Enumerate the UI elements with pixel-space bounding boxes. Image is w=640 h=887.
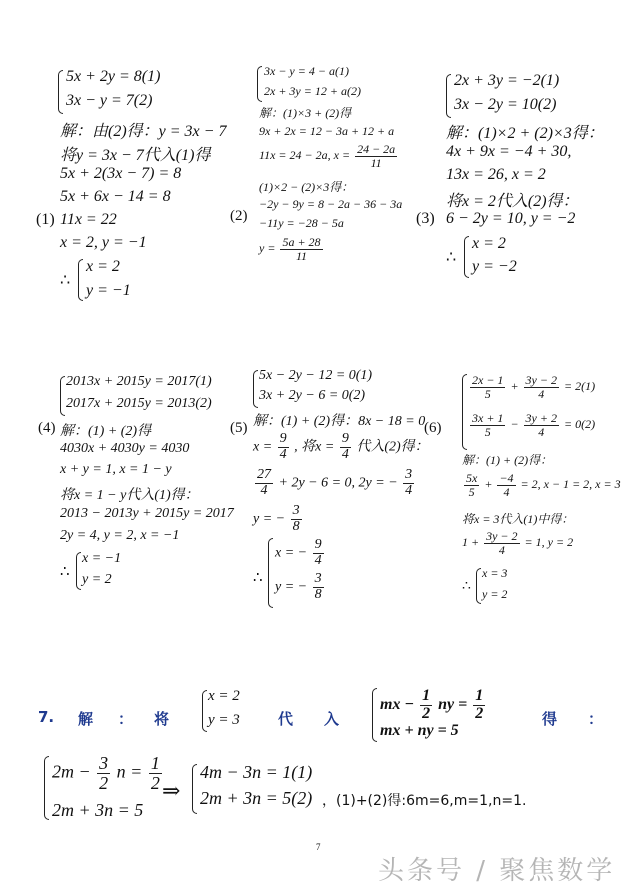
problem-label: (6) [424, 420, 442, 436]
answer-brace [476, 568, 481, 604]
step-text: 11x = 24 − 2a, x = [259, 147, 351, 162]
answer-brace [464, 236, 469, 278]
fraction [484, 530, 519, 556]
word-ru: 入 [324, 710, 340, 728]
numerator: 2x − 1 [472, 373, 504, 387]
step-text: = 2(1) [563, 378, 596, 393]
denominator: 4 [538, 424, 545, 439]
word-dai: 代 [278, 710, 294, 728]
equation-line: 3x − y = 4 − a(1) [264, 64, 349, 78]
denominator: 4 [279, 446, 287, 462]
step-text: = 1, y = 2 [524, 534, 574, 549]
equation-line: 2x + 3y = −2(1) [454, 72, 560, 89]
step-text: 2m − [52, 761, 91, 782]
therefore-symbol: ∴ [60, 564, 70, 580]
numerator: 1 [475, 687, 484, 704]
denominator: 2 [475, 704, 484, 722]
numerator: 5x [466, 471, 478, 485]
equation-line: 4m − 3n = 1(1) [200, 762, 313, 782]
numerator: 3 [99, 753, 109, 773]
denominator: 4 [314, 552, 322, 568]
solution-step: 6 − 2y = 10, y = −2 [446, 210, 576, 227]
solution-step: 解：(1)×3 + (2)得 [259, 106, 352, 120]
numerator: 3y − 2 [525, 373, 557, 387]
numerator: 9 [279, 431, 287, 446]
step-text: + 2y − 6 = 0, 2y = − [278, 475, 398, 491]
fraction [291, 504, 302, 534]
system-brace [253, 370, 258, 408]
equation-line [468, 412, 595, 438]
answer-brace [268, 538, 273, 608]
denominator: 5 [468, 484, 475, 499]
numerator: 3x + 1 [472, 411, 504, 425]
solution-step [259, 143, 399, 169]
solution-step: (1)×2 − (2)×3得： [259, 180, 354, 194]
step-text: n = [116, 761, 143, 782]
fraction [473, 688, 485, 723]
equation-line: 2m + 3n = 5(2) [200, 788, 313, 808]
step-text: ny = [438, 695, 468, 713]
problem-label: (4) [38, 420, 56, 436]
step-text: y = − [275, 579, 308, 595]
solution-step: 解：(1) + (2)得： [462, 453, 553, 467]
solution-step: 4x + 9x = −4 + 30, [446, 143, 572, 160]
numerator: 1 [422, 687, 431, 704]
equation-line: 3x + 2y − 6 = 0(2) [259, 388, 366, 403]
solution-step: 13x = 26, x = 2 [446, 166, 546, 183]
numerator: 9 [341, 431, 349, 446]
substitution-brace [202, 690, 207, 732]
solution-step: 4030x + 4030y = 4030 [60, 441, 190, 456]
numerator: 9 [314, 537, 322, 552]
fraction [340, 432, 351, 462]
system-brace [192, 764, 197, 814]
numerator: 27 [257, 467, 271, 482]
solution-step: 5x + 2(3x − 7) = 8 [60, 165, 182, 182]
word-jiang: 将 [154, 710, 170, 728]
numerator: −4 [499, 471, 514, 485]
denominator: 2 [99, 772, 109, 793]
answer-line: y = 2 [482, 587, 508, 601]
solution-step: 将x = 2代入(2)得： [446, 193, 579, 210]
solution-step: 解：(1) + (2)得 [60, 424, 152, 439]
watermark: 头条号 / 聚焦数学 [378, 856, 616, 886]
system-brace [257, 66, 262, 102]
denominator: 5 [484, 386, 491, 401]
equation-line: mx + ny = 5 [380, 722, 459, 739]
problem-label: (1) [36, 211, 55, 228]
denominator: 4 [538, 386, 545, 401]
solution-step: 11x = 22 [60, 211, 117, 228]
solution-step: 解：由(2)得：y = 3x − 7 [60, 123, 227, 140]
operator: + [510, 378, 519, 393]
numerator: 3 [314, 571, 322, 586]
fraction [313, 572, 324, 602]
therefore-symbol: ∴ [462, 579, 471, 594]
numerator: 24 − 2a [357, 142, 396, 156]
problem-label: (3) [416, 210, 435, 227]
step-text: 1 + [462, 534, 480, 549]
problem-label: (2) [230, 208, 248, 224]
final-answer-text: ，(1)+(2)得:6m=6,m=1,n=1. [322, 793, 527, 809]
solution-step: 2013 − 2013y + 2015y = 2017 [60, 506, 234, 521]
system-brace [372, 688, 377, 742]
equation-line: 3x − y = 7(2) [66, 92, 153, 109]
system-brace [446, 74, 451, 118]
equation-line: 2m + 3n = 5 [52, 800, 144, 820]
solution-step: 将x = 3代入(1)中得： [462, 512, 574, 526]
step-text: = 0(2) [563, 416, 596, 431]
solution-step: 解：(1)×2 + (2)×3得： [446, 125, 604, 142]
denominator: 8 [292, 518, 300, 534]
step-text: x = [253, 439, 273, 455]
fraction [255, 468, 273, 498]
system-brace [58, 70, 63, 114]
denominator: 11 [295, 248, 308, 263]
answer-line: x = −1 [82, 551, 122, 566]
word-de: 得 [542, 710, 558, 728]
fraction [524, 412, 559, 438]
step-text: mx − [380, 695, 415, 713]
fraction [464, 472, 479, 498]
denominator: 4 [260, 482, 268, 498]
solution-step: 9x + 2x = 12 − 3a + 12 + a [259, 124, 395, 138]
solution-step: x = 2, y = −1 [60, 234, 147, 251]
solution-step: −11y = −28 − 5a [259, 216, 344, 230]
operator: + [484, 476, 493, 491]
fraction [97, 754, 110, 793]
fraction [280, 236, 322, 262]
system-brace [60, 376, 65, 416]
solution-step: 将x = 1 − y代入(1)得： [60, 488, 199, 503]
word-solve: 解 [78, 710, 94, 728]
equation-line [468, 374, 595, 400]
equation-line: 2017x + 2015y = 2013(2) [66, 396, 212, 411]
fraction [403, 468, 414, 498]
solution-step: 解：(1) + (2)得：8x − 18 = 0 [253, 414, 426, 429]
solution-step [253, 504, 304, 534]
numerator: 3y − 2 [486, 529, 518, 543]
answer-line: y = −2 [472, 258, 517, 275]
step-text: y = [259, 240, 276, 255]
denominator: 5 [484, 424, 491, 439]
equation-line: 5x − 2y − 12 = 0(1) [259, 368, 373, 383]
colon: ： [588, 710, 604, 728]
fraction [278, 432, 289, 462]
step-text: 代入(2)得： [356, 439, 429, 455]
solution-step [253, 432, 429, 462]
solution-step: 将y = 3x − 7代入(1)得 [60, 147, 211, 164]
answer-line [275, 538, 326, 568]
therefore-symbol: ∴ [446, 249, 457, 266]
numerator: 3 [405, 467, 413, 482]
denominator: 4 [498, 542, 505, 557]
fraction [149, 754, 162, 793]
numerator: 3 [292, 503, 300, 518]
fraction [470, 374, 505, 400]
system-brace [44, 756, 49, 820]
denominator: 4 [405, 482, 413, 498]
denominator: 4 [503, 484, 510, 499]
page-number: 7 [316, 842, 321, 852]
step-text: y = − [253, 511, 286, 527]
fraction [497, 472, 515, 498]
denominator: 4 [341, 446, 349, 462]
question-number: 7. [38, 708, 55, 726]
denominator: 8 [314, 586, 322, 602]
solution-step [462, 530, 573, 556]
equation-line [52, 754, 164, 793]
fraction [470, 412, 505, 438]
fraction [355, 143, 397, 169]
solution-step [259, 236, 325, 262]
fraction [313, 538, 324, 568]
answer-line: y = −1 [86, 282, 131, 299]
substitution-line: x = 2 [208, 688, 240, 704]
colon: ： [118, 710, 134, 728]
solution-step [462, 472, 621, 498]
equation-line [380, 688, 487, 723]
implies-arrow: ⇒ [162, 778, 181, 803]
solution-step [253, 468, 416, 498]
equation-line: 2x + 3y = 12 + a(2) [264, 84, 361, 98]
fraction [420, 688, 432, 723]
problem-label: (5) [230, 420, 248, 436]
denominator: 2 [422, 704, 431, 722]
equation-line: 5x + 2y = 8(1) [66, 68, 161, 85]
therefore-symbol: ∴ [253, 570, 263, 586]
answer-line: x = 3 [482, 566, 508, 580]
answer-brace [78, 259, 83, 301]
solution-step: 2y = 4, y = 2, x = −1 [60, 528, 180, 543]
step-text: = 2, x − 1 = 2, x = 3 [520, 476, 621, 491]
answer-brace [76, 552, 81, 590]
system-brace [462, 374, 467, 450]
answer-line: x = 2 [472, 235, 506, 252]
numerator: 3y + 2 [525, 411, 557, 425]
numerator: 1 [150, 753, 160, 773]
answer-line: x = 2 [86, 258, 120, 275]
therefore-symbol: ∴ [60, 272, 71, 289]
solution-step: x + y = 1, x = 1 − y [60, 462, 172, 477]
denominator: 11 [370, 155, 382, 170]
step-text: , 将x = [294, 439, 335, 455]
substitution-line: y = 3 [208, 712, 240, 728]
answer-line [275, 572, 326, 602]
step-text: x = − [275, 545, 308, 561]
numerator: 5a + 28 [282, 235, 321, 249]
equation-line: 2013x + 2015y = 2017(1) [66, 374, 212, 389]
operator: − [510, 416, 519, 431]
solution-step: 5x + 6x − 14 = 8 [60, 188, 171, 205]
denominator: 2 [150, 772, 160, 793]
answer-line: y = 2 [82, 572, 112, 587]
equation-line: 3x − 2y = 10(2) [454, 96, 557, 113]
solution-step: −2y − 9y = 8 − 2a − 36 − 3a [259, 197, 403, 211]
fraction [524, 374, 559, 400]
